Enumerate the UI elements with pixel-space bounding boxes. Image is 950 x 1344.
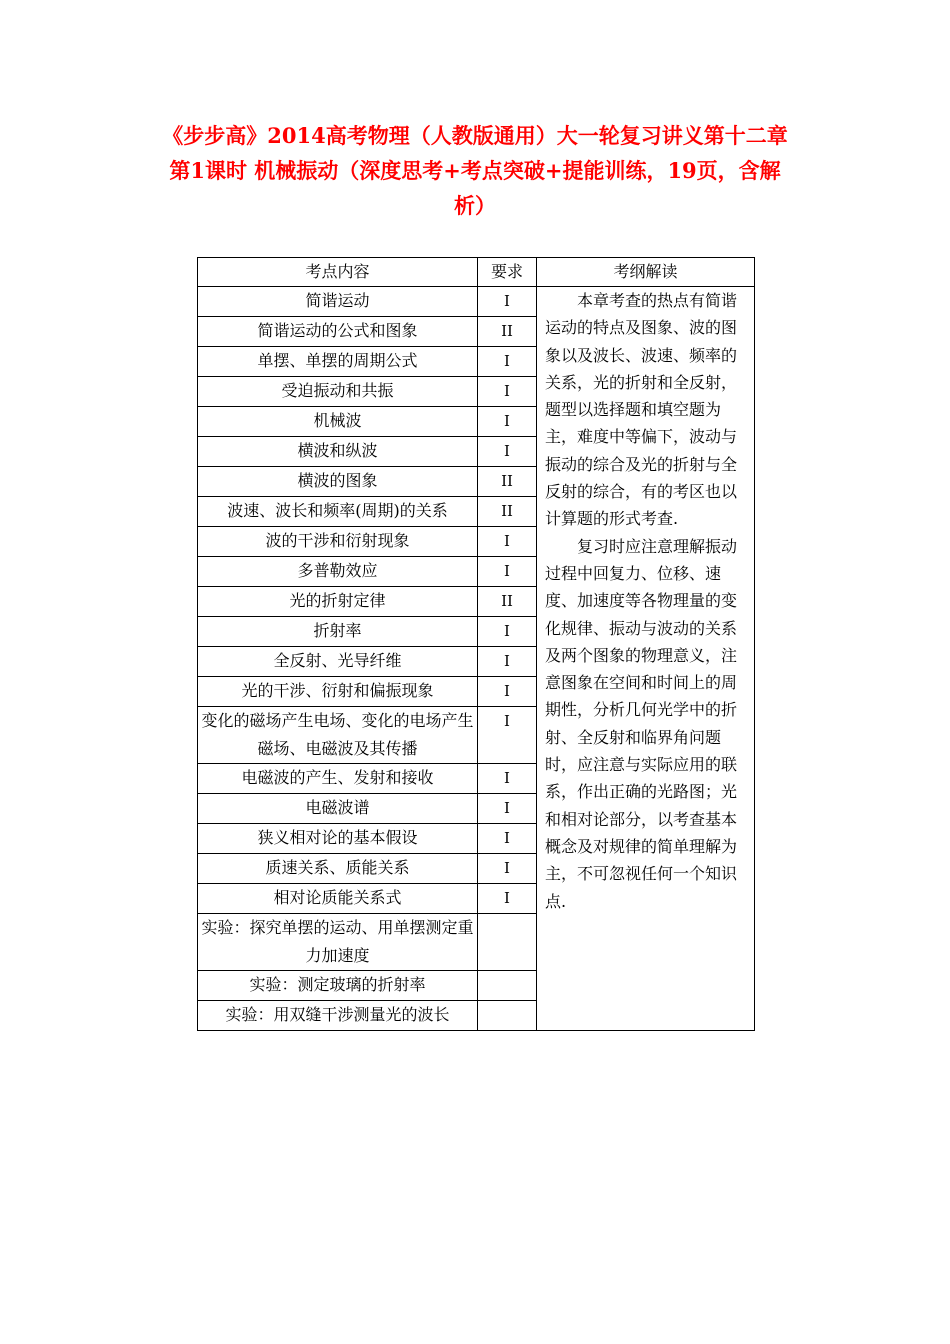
requirement-cell bbox=[478, 1001, 537, 1031]
exam-requirements-table bbox=[197, 257, 755, 1031]
topic-cell: 全反射、光导纤维 bbox=[198, 647, 478, 677]
topic-cell: 多普勒效应 bbox=[198, 557, 478, 587]
header-interpretation: 考纲解读 bbox=[537, 258, 755, 287]
requirement-cell: I bbox=[478, 884, 537, 914]
topic-cell: 波的干涉和衍射现象 bbox=[198, 527, 478, 557]
document-title bbox=[140, 118, 810, 223]
topic-cell: 光的折射定律 bbox=[198, 587, 478, 617]
topic-cell: 电磁波的产生、发射和接收 bbox=[198, 764, 478, 794]
requirement-cell: I bbox=[478, 527, 537, 557]
requirement-cell: I bbox=[478, 287, 537, 317]
topic-cell: 光的干涉、衍射和偏振现象 bbox=[198, 677, 478, 707]
requirement-cell: I bbox=[478, 407, 537, 437]
requirement-cell: I bbox=[478, 557, 537, 587]
requirement-cell: II bbox=[478, 587, 537, 617]
requirement-cell: I bbox=[478, 794, 537, 824]
topic-cell: 折射率 bbox=[198, 617, 478, 647]
interpretation-paragraph-2: 复习时应注意理解振动过程中回复力、位移、速度、加速度等各物理量的变化规律、振动与波动的关系及两个图象的物理意义，注意图象在空间和时间上的周期性，分析几何光学中的折射、全反射和临界角问题时，应注意与实际应用的联系，作出正确的光路图；光和相对论部分，以考查基本概念及对规律的简单理解为主，不可忽视任何一个知识点. bbox=[545, 536, 738, 911]
requirement-cell: I bbox=[478, 854, 537, 884]
requirement-cell bbox=[478, 971, 537, 1001]
interpretation-cell bbox=[537, 287, 755, 1031]
title-line-1: 《步步高》2014高考物理（人教版通用）大一轮复习讲义第十二章 bbox=[162, 123, 788, 148]
requirement-cell: II bbox=[478, 497, 537, 527]
requirement-cell: I bbox=[478, 764, 537, 794]
requirement-cell: II bbox=[478, 467, 537, 497]
topic-cell: 机械波 bbox=[198, 407, 478, 437]
topic-cell: 实验：探究单摆的运动、用单摆测定重力加速度 bbox=[198, 914, 478, 971]
topic-cell: 狭义相对论的基本假设 bbox=[198, 824, 478, 854]
requirement-cell: I bbox=[478, 824, 537, 854]
requirement-cell: I bbox=[478, 647, 537, 677]
topic-cell: 简谐运动 bbox=[198, 287, 478, 317]
table-row bbox=[198, 287, 755, 317]
requirement-cell: I bbox=[478, 347, 537, 377]
topic-cell: 实验：用双缝干涉测量光的波长 bbox=[198, 1001, 478, 1031]
requirement-cell: I bbox=[478, 707, 537, 764]
header-topic: 考点内容 bbox=[198, 258, 478, 287]
requirement-cell: I bbox=[478, 377, 537, 407]
title-line-2: 第1课时 机械振动（深度思考+考点突破+提能训练，19页，含解 bbox=[169, 158, 781, 183]
title-line-3: 析） bbox=[454, 193, 496, 218]
requirement-cell: I bbox=[478, 437, 537, 467]
topic-cell: 实验：测定玻璃的折射率 bbox=[198, 971, 478, 1001]
topic-cell: 质速关系、质能关系 bbox=[198, 854, 478, 884]
interpretation-paragraph-1: 本章考查的热点有简谐运动的特点及图象、波的图象以及波长、波速、频率的关系，光的折射和全反射，题型以选择题和填空题为主，难度中等偏下，波动与振动的综合及光的折射与全反射的综合，有的考区也以计算题的形式考查. bbox=[545, 291, 738, 529]
requirement-cell: I bbox=[478, 677, 537, 707]
topic-cell: 电磁波谱 bbox=[198, 794, 478, 824]
topic-cell: 相对论质能关系式 bbox=[198, 884, 478, 914]
topic-cell: 波速、波长和频率(周期)的关系 bbox=[198, 497, 478, 527]
topic-cell: 单摆、单摆的周期公式 bbox=[198, 347, 478, 377]
topic-cell: 横波的图象 bbox=[198, 467, 478, 497]
topic-cell: 横波和纵波 bbox=[198, 437, 478, 467]
requirement-cell: I bbox=[478, 617, 537, 647]
table-header-row bbox=[198, 258, 755, 287]
topic-cell: 受迫振动和共振 bbox=[198, 377, 478, 407]
topic-cell: 简谐运动的公式和图象 bbox=[198, 317, 478, 347]
requirement-cell: II bbox=[478, 317, 537, 347]
header-requirement: 要求 bbox=[478, 258, 537, 287]
requirement-cell bbox=[478, 914, 537, 971]
topic-cell: 变化的磁场产生电场、变化的电场产生磁场、电磁波及其传播 bbox=[198, 707, 478, 764]
